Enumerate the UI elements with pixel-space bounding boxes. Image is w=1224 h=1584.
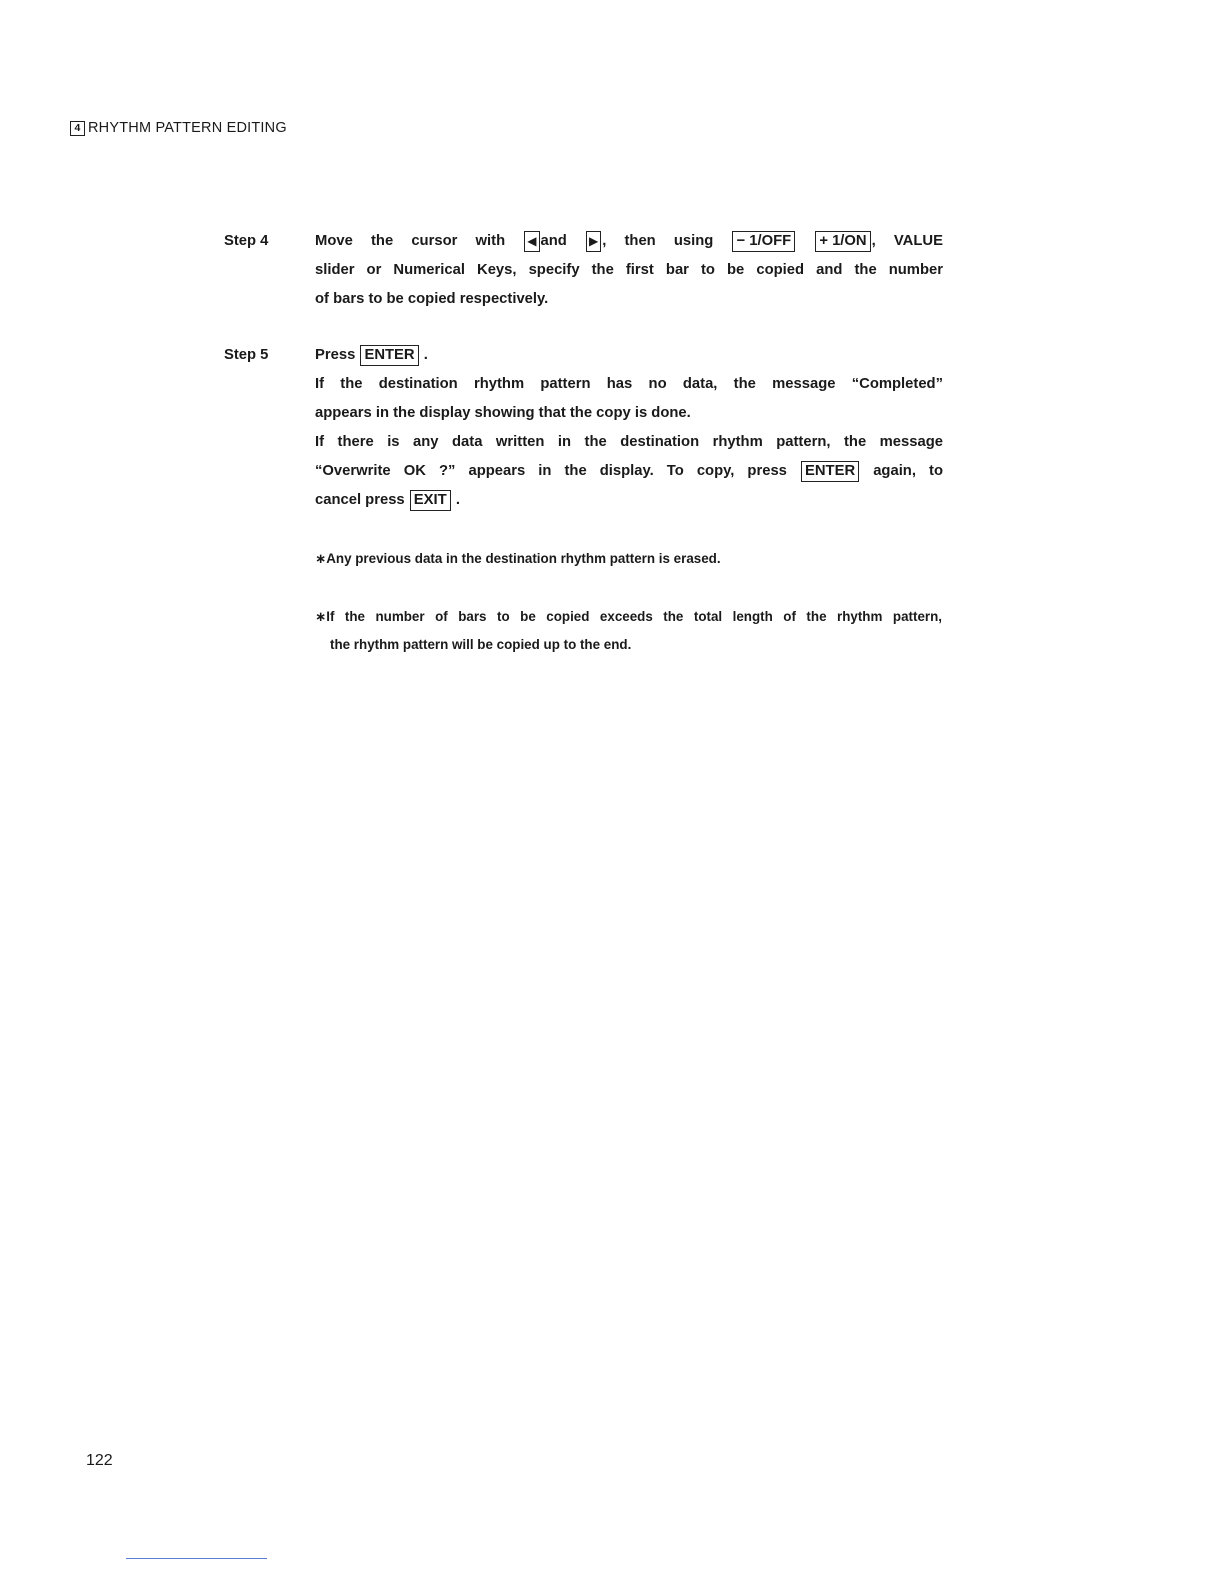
cursor-right-key-icon: ▶ [586,231,601,252]
text-fragment: cancel press [315,492,405,508]
text-fragment: , then using [602,233,714,249]
step-4-label: Step 4 [224,233,269,249]
step-5-line-6 [315,486,943,515]
note-2-line-1: ∗If the number of bars to be copied exceeds the total length of the rhythm pattern, [315,609,942,624]
note-2-line-2: the rhythm pattern will be copied up to the end. [330,637,632,652]
step-4-line-1 [315,227,943,256]
step-5-body [315,341,943,515]
step-5-line-1 [315,341,943,370]
footer-rule [126,1558,267,1559]
page-number: 122 [86,1452,113,1469]
step-5-line-5 [315,457,943,486]
text-fragment: Press [315,347,356,363]
text-fragment: and [540,233,567,249]
text-fragment: “Overwrite OK ?” appears in the display. To copy, press [315,463,787,479]
section-title: RHYTHM PATTERN EDITING [88,120,287,136]
step-5-label: Step 5 [224,347,269,363]
step-5-line-3: appears in the display showing that the copy is done. [315,405,691,421]
section-header [70,120,287,136]
note-bars-exceed-length [315,603,942,659]
enter-key: ENTER [801,461,859,482]
chapter-number-box: 4 [70,121,85,136]
cursor-left-key-icon: ◀ [524,231,539,252]
step-4-line-3: of bars to be copied respectively. [315,291,549,307]
enter-key: ENTER [360,345,418,366]
step-4-line-2: slider or Numerical Keys, specify the first bar to be copied and the number [315,262,943,278]
text-fragment: . [423,347,428,363]
note-previous-data-erased [315,545,942,573]
text-fragment: . [455,492,460,508]
step-5-line-2: If the destination rhythm pattern has no data, the message “Completed” [315,376,943,392]
text-fragment: , VALUE [871,233,943,249]
note-1-text: ∗Any previous data in the destination rhythm pattern is erased. [315,551,721,566]
step-4-body [315,227,943,314]
text-fragment: Move the cursor with [315,233,506,249]
minus-1-off-key: − 1/OFF [732,231,795,252]
exit-key: EXIT [410,490,451,511]
text-fragment: again, to [873,463,943,479]
plus-1-on-key: + 1/ON [815,231,870,252]
step-5-line-4: If there is any data written in the destination rhythm pattern, the message [315,434,943,450]
